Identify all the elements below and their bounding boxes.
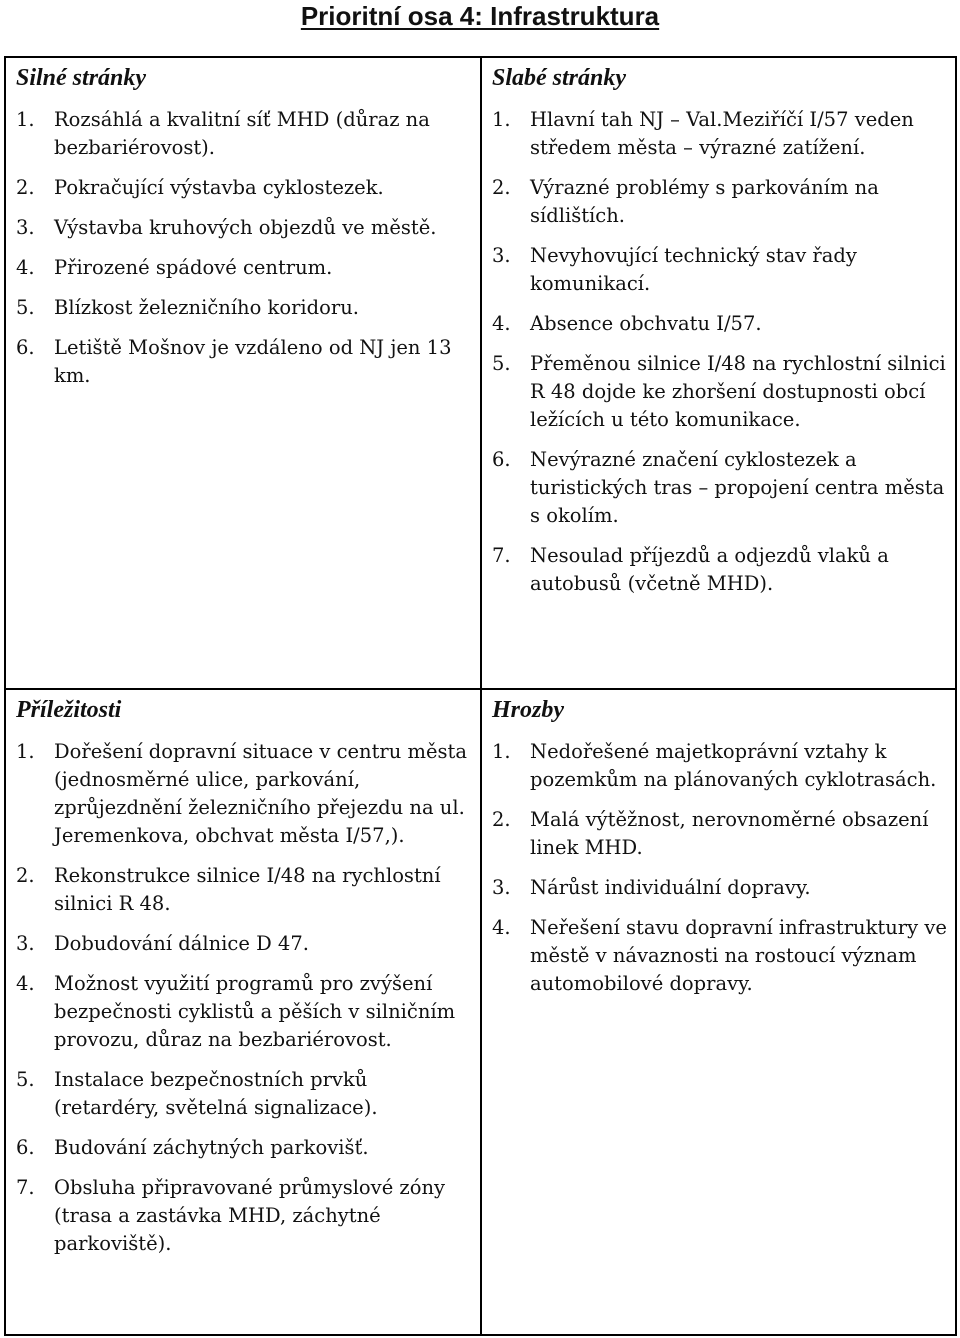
- list-item-number: 4.: [492, 312, 511, 335]
- list-item-number: 5.: [492, 352, 511, 375]
- list-item-text: Výstavba kruhových objezdů ve městě.: [54, 216, 437, 239]
- list-item-text: Přirozené spádové centrum.: [54, 256, 333, 279]
- list-item-number: 3.: [16, 932, 35, 955]
- list-item-number: 6.: [492, 448, 511, 471]
- list-item-number: 5.: [16, 296, 35, 319]
- list-item-number: 7.: [492, 544, 511, 567]
- list-item-number: 5.: [16, 1068, 35, 1091]
- list-item-text: Dořešení dopravní situace v centru města (jednosměrné ulice, parkování, zprůjezdnění železničního přejezdu na ul. Jeremenkova, obchvat města I/57,).: [54, 740, 468, 847]
- list-item: [492, 106, 947, 162]
- list-item: [492, 242, 947, 298]
- list-item-text: Budování záchytných parkovišť.: [54, 1136, 369, 1159]
- list-item: [492, 310, 947, 338]
- list-item: [16, 294, 472, 322]
- list-item-number: 2.: [16, 864, 35, 887]
- list-item-text: Obsluha připravované průmyslové zóny (trasa a zastávka MHD, záchytné parkoviště).: [54, 1176, 446, 1255]
- list-item-text: Nevyhovující technický stav řady komunikací.: [530, 244, 857, 295]
- list-item: [16, 334, 472, 390]
- list-item-text: Hlavní tah NJ – Val.Meziříčí I/57 veden středem města – výrazné zatížení.: [530, 108, 914, 159]
- list-item: [492, 446, 947, 530]
- swot-table: [4, 56, 957, 1336]
- opportunities-list: [6, 726, 480, 1258]
- list-item-number: 3.: [16, 216, 35, 239]
- list-item-text: Nedořešené majetkoprávní vztahy k pozemkům na plánovaných cyklotrasách.: [530, 740, 937, 791]
- list-item-text: Rozsáhlá a kvalitní síť MHD (důraz na bezbariérovost).: [54, 108, 430, 159]
- list-item-number: 6.: [16, 336, 35, 359]
- weaknesses-list: [482, 94, 955, 598]
- list-item-number: 2.: [492, 176, 511, 199]
- strengths-heading: Silné stránky: [16, 65, 147, 91]
- list-item-text: Nárůst individuální dopravy.: [530, 876, 811, 899]
- list-item: [492, 914, 947, 998]
- weaknesses-heading: Slabé stránky: [492, 65, 627, 91]
- list-item-text: Nesoulad příjezdů a odjezdů vlaků a autobusů (včetně MHD).: [530, 544, 889, 595]
- list-item-number: 2.: [492, 808, 511, 831]
- list-item-number: 4.: [16, 256, 35, 279]
- swot-row-bottom: [5, 689, 956, 1335]
- list-item: [492, 350, 947, 434]
- list-item-text: Nevýrazné značení cyklostezek a turistických tras – propojení centra města s okolím.: [530, 448, 945, 527]
- list-item-number: 4.: [492, 916, 511, 939]
- threats-list: [482, 726, 955, 998]
- list-item: [16, 970, 472, 1054]
- list-item-number: 6.: [16, 1136, 35, 1159]
- page-title-text: Prioritní osa 4: Infrastruktura: [300, 1, 660, 31]
- list-item-number: 7.: [16, 1176, 35, 1199]
- list-item-number: 1.: [16, 740, 35, 763]
- list-item-text: Blízkost železničního koridoru.: [54, 296, 359, 319]
- list-item-text: Malá výtěžnost, nerovnoměrné obsazení linek MHD.: [530, 808, 929, 859]
- opportunities-cell: [5, 689, 481, 1335]
- threats-heading: Hrozby: [492, 697, 564, 723]
- list-item-text: Výrazné problémy s parkováním na sídlištích.: [530, 176, 879, 227]
- list-item: [492, 738, 947, 794]
- strengths-cell: [5, 57, 481, 689]
- list-item-number: 4.: [16, 972, 35, 995]
- list-item-text: Letiště Mošnov je vzdáleno od NJ jen 13 km.: [54, 336, 452, 387]
- list-item-text: Rekonstrukce silnice I/48 na rychlostní silnici R 48.: [54, 864, 441, 915]
- list-item: [16, 254, 472, 282]
- list-item: [16, 106, 472, 162]
- list-item-text: Instalace bezpečnostních prvků (retardéry, světelná signalizace).: [54, 1068, 378, 1119]
- swot-row-top: [5, 57, 956, 689]
- list-item: [16, 930, 472, 958]
- list-item: [492, 174, 947, 230]
- list-item-text: Přeměnou silnice I/48 na rychlostní silnici R 48 dojde ke zhoršení dostupnosti obcí ležících u této komunikace.: [530, 352, 946, 431]
- strengths-list: [6, 94, 480, 390]
- list-item-number: 1.: [16, 108, 35, 131]
- list-item-text: Možnost využití programů pro zvýšení bezpečnosti cyklistů a pěších v silničním provozu, důraz na bezbariérovost.: [54, 972, 456, 1051]
- list-item-text: Absence obchvatu I/57.: [530, 312, 762, 335]
- list-item-text: Pokračující výstavba cyklostezek.: [54, 176, 384, 199]
- list-item: [492, 874, 947, 902]
- list-item: [492, 806, 947, 862]
- list-item-number: 1.: [492, 740, 511, 763]
- page-title: [0, 0, 960, 31]
- list-item: [16, 214, 472, 242]
- list-item: [16, 1134, 472, 1162]
- list-item: [16, 174, 472, 202]
- list-item-number: 3.: [492, 244, 511, 267]
- list-item-text: Neřešení stavu dopravní infrastruktury ve městě v návaznosti na rostoucí význam automobilové dopravy.: [530, 916, 947, 995]
- list-item-text: Dobudování dálnice D 47.: [54, 932, 309, 955]
- list-item: [16, 862, 472, 918]
- list-item-number: 1.: [492, 108, 511, 131]
- threats-cell: [481, 689, 956, 1335]
- list-item: [492, 542, 947, 598]
- weaknesses-cell: [481, 57, 956, 689]
- list-item: [16, 1066, 472, 1122]
- list-item-number: 3.: [492, 876, 511, 899]
- list-item: [16, 738, 472, 850]
- list-item: [16, 1174, 472, 1258]
- list-item-number: 2.: [16, 176, 35, 199]
- opportunities-heading: Příležitosti: [16, 697, 122, 723]
